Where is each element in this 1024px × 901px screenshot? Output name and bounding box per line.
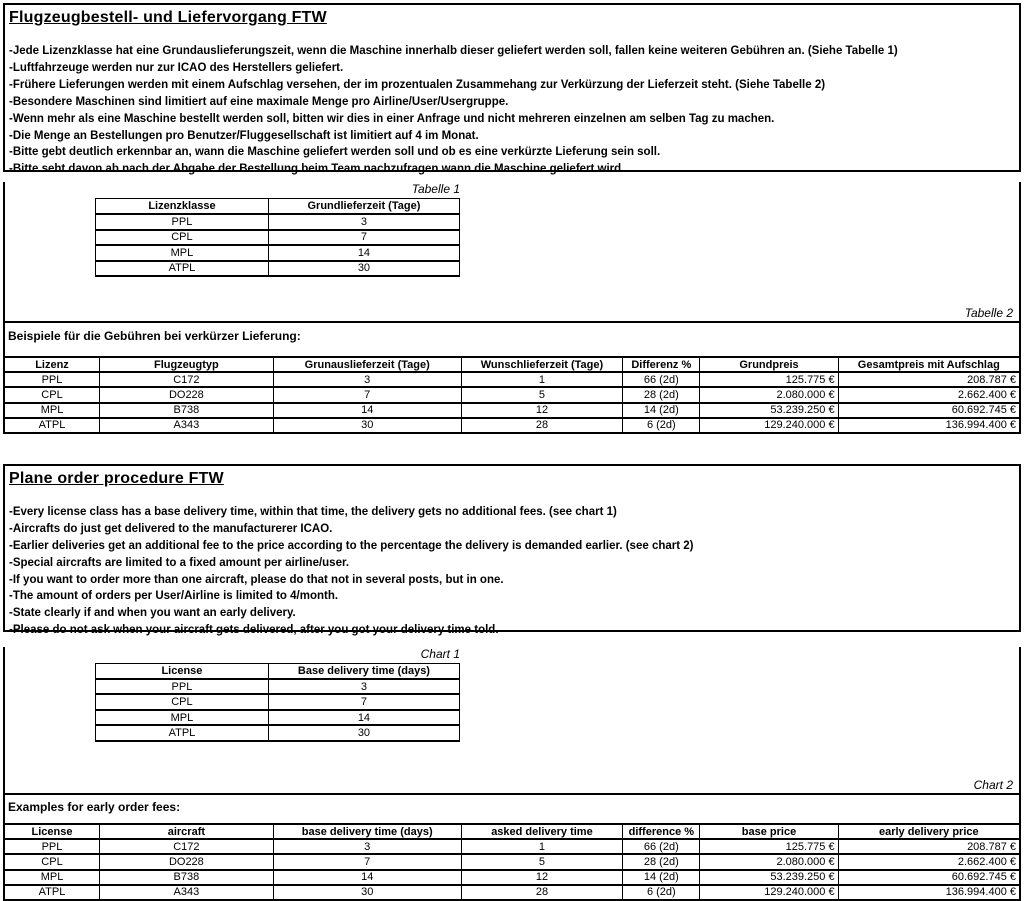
table-cell: 129.240.000 € [700,418,838,433]
table-cell: 14 [268,710,459,726]
table-cell: 66 (2d) [623,839,700,854]
table-cell: 14 (2d) [623,403,700,418]
license-delivery-table-en [95,663,460,742]
table-cell: 208.787 € [838,839,1020,854]
table-cell: 3 [273,372,461,387]
table-cell: 14 [273,403,461,418]
table-cell: ATPL [4,418,100,433]
table-cell: 2.662.400 € [838,854,1020,869]
table-cell: CPL [96,694,269,710]
table-cell: CPL [4,387,100,402]
table-cell: 28 [461,885,623,900]
table-row [4,387,1020,402]
chart1-box [3,647,1021,795]
table-cell: MPL [4,403,100,418]
fees-example-table-en [3,823,1021,901]
bullet-line: -Frühere Lieferungen werden mit einem Aufschlag versehen, der im prozentualen Zusammehang zur Verkürzung der Lieferzeit steht. (Siehe Tabelle 2) [9,78,826,91]
table-header-row [4,824,1020,839]
bullet-line: -State clearly if and when you want an early delivery. [9,607,296,620]
table-cell: 30 [273,418,461,433]
table-cell: 1 [461,372,623,387]
chart1-label: Chart 1 [420,646,460,661]
table-cell: 7 [273,387,461,402]
table-cell: CPL [96,230,269,246]
table-cell: PPL [4,372,100,387]
bullet-line: -Earlier deliveries get an additional fee to the price according to the percentage the delivery is demanded earlier. (see chart 2) [9,539,694,552]
english-examples-caption: Examples for early order fees: [8,799,181,814]
table-cell: MPL [96,245,269,261]
table-cell: 14 (2d) [623,870,700,885]
table-cell: 2.662.400 € [838,387,1020,402]
table-cell: C172 [100,839,274,854]
table-cell: PPL [96,679,269,695]
table-cell: 125.775 € [700,839,838,854]
table-cell: 60.692.745 € [838,403,1020,418]
column-header: aircraft [100,824,274,839]
section-german [3,3,1021,434]
german-intro-box [3,3,1021,176]
table-cell: 12 [461,403,623,418]
table-cell: 14 [273,870,461,885]
table-cell: ATPL [4,885,100,900]
table-cell: 5 [461,854,623,869]
bullet-line: -Special aircrafts are limited to a fixed amount per airline/user. [9,556,350,569]
english-bullet-list [9,504,1015,639]
table-cell: 3 [268,214,459,230]
table-cell: 5 [461,387,623,402]
table-row [96,725,460,741]
table-cell: 3 [273,839,461,854]
bullet-line: -Every license class has a base delivery time, within that time, the delivery gets no additional fees. (see chart 1) [9,505,617,518]
bullet-line: -Wenn mehr als eine Maschine bestellt werden soll, bitten wir dies in einer Anfrage und nicht mehreren einzelnen am selben Tag zu machen. [9,112,775,125]
german-examples-caption: Beispiele für die Gebühren bei verkürzer Lieferung: [8,329,301,343]
table-row [4,854,1020,869]
table-cell: 66 (2d) [623,372,700,387]
column-header: Grundlieferzeit (Tage) [268,199,459,215]
column-header: Flugzeugtyp [100,357,274,372]
bullet-line: -Please do not ask when your aircraft gets delivered, after you got your delivery time told. [9,624,499,637]
table-row [96,214,460,230]
document-page [3,3,1021,901]
table-cell: 125.775 € [700,372,838,387]
table-cell: 136.994.400 € [838,885,1020,900]
table-row [96,230,460,246]
table-row [4,885,1020,900]
column-header: License [96,663,269,679]
table-cell: B738 [100,870,274,885]
table-row [96,261,460,277]
german-bullet-list [9,43,1015,178]
license-delivery-table-de [95,198,460,277]
bullet-line: -If you want to order more than one aircraft, please do that not in several posts, but in one. [9,573,504,586]
bullet-line: -The amount of orders per User/Airline is limited to 4/month. [9,590,339,603]
table-cell: A343 [100,885,274,900]
table-header-row [4,357,1020,372]
table-cell: 129.240.000 € [700,885,838,900]
table-row [96,694,460,710]
table-cell: B738 [100,403,274,418]
bullet-line: -Bitte seht davon ab nach der Abgabe der Bestellung beim Team nachzufragen wann die Maschine geliefert wird. [9,163,625,176]
bullet-line: -Jede Lizenzklasse hat eine Grundauslieferungszeit, wenn die Maschine innerhalb dieser geliefert werden soll, fallen keine weiteren Gebühren an. (Siehe Tabelle 1) [9,45,898,57]
table-cell: 7 [268,230,459,246]
table-cell: ATPL [96,261,269,277]
tabelle1-label: Tabelle 1 [411,182,460,196]
table-cell: CPL [4,854,100,869]
fees-example-table-de [3,356,1021,434]
column-header: Base delivery time (days) [268,663,459,679]
table-cell: MPL [4,870,100,885]
table-cell: DO228 [100,854,274,869]
table-cell: A343 [100,418,274,433]
table-cell: 60.692.745 € [838,870,1020,885]
table-cell: DO228 [100,387,274,402]
table-cell: 28 (2d) [623,854,700,869]
english-section-title: Plane order procedure FTW [9,469,224,487]
table-cell: MPL [96,710,269,726]
column-header: Gesamtpreis mit Aufschlag [838,357,1020,372]
table-cell: 6 (2d) [623,418,700,433]
bullet-line: -Aircrafts do just get delivered to the manufacturerer ICAO. [9,522,333,535]
table-cell: 2.080.000 € [700,387,838,402]
english-intro-box [3,464,1021,637]
table-cell: 1 [461,839,623,854]
column-header: Grunauslieferzeit (Tage) [273,357,461,372]
column-header: early delivery price [838,824,1020,839]
table-row [4,839,1020,854]
table-cell: 7 [268,694,459,710]
table-cell: 28 (2d) [623,387,700,402]
table-row [4,870,1020,885]
table-cell: 53.239.250 € [700,870,838,885]
tabelle1-box [3,182,1021,323]
table-cell: 6 (2d) [623,885,700,900]
column-header: difference % [623,824,700,839]
section-divider-gap [3,434,1021,464]
german-section-title: Flugzeugbestell- und Liefervorgang FTW [9,9,327,26]
table-row [4,403,1020,418]
table-cell: 28 [461,418,623,433]
column-header: base delivery time (days) [273,824,461,839]
table-cell: 3 [268,679,459,695]
bullet-line: -Die Menge an Bestellungen pro Benutzer/Fluggesellschaft ist limitiert auf 4 im Monat. [9,129,479,142]
table-row [4,372,1020,387]
table-cell: 12 [461,870,623,885]
column-header: base price [700,824,838,839]
table-row [96,710,460,726]
bullet-line: -Luftfahrzeuge werden nur zur ICAO des Herstellers geliefert. [9,61,344,74]
bullet-line: -Bitte gebt deutlich erkennbar an, wann die Maschine geliefert werden soll und ob es eine verkürzte Lieferung sein soll. [9,146,661,159]
table-cell: 208.787 € [838,372,1020,387]
german-caption-box [3,323,1021,356]
table-row [96,245,460,261]
column-header: Differenz % [623,357,700,372]
column-header: Lizenz [4,357,100,372]
table-cell: 136.994.400 € [838,418,1020,433]
section-english [3,464,1021,901]
table-cell: 30 [268,725,459,741]
table-cell: 2.080.000 € [700,854,838,869]
table-header-row [96,663,460,679]
column-header: License [4,824,100,839]
bullet-line: -Besondere Maschinen sind limitiert auf eine maximale Menge pro Airline/User/Usergruppe. [9,95,509,108]
table-cell: ATPL [96,725,269,741]
table-header-row [96,199,460,215]
table-row [96,679,460,695]
table-cell: PPL [4,839,100,854]
column-header: asked delivery time [461,824,623,839]
table-cell: 14 [268,245,459,261]
column-header: Grundpreis [700,357,838,372]
table-cell: 7 [273,854,461,869]
table-cell: 53.239.250 € [700,403,838,418]
table-cell: 30 [273,885,461,900]
column-header: Wunschlieferzeit (Tage) [461,357,623,372]
table-row [4,418,1020,433]
english-caption-box [3,795,1021,823]
chart2-label: Chart 2 [973,777,1013,792]
table-cell: 30 [268,261,459,277]
tabelle2-label: Tabelle 2 [964,306,1013,320]
table-cell: PPL [96,214,269,230]
table-cell: C172 [100,372,274,387]
column-header: Lizenzklasse [96,199,269,215]
